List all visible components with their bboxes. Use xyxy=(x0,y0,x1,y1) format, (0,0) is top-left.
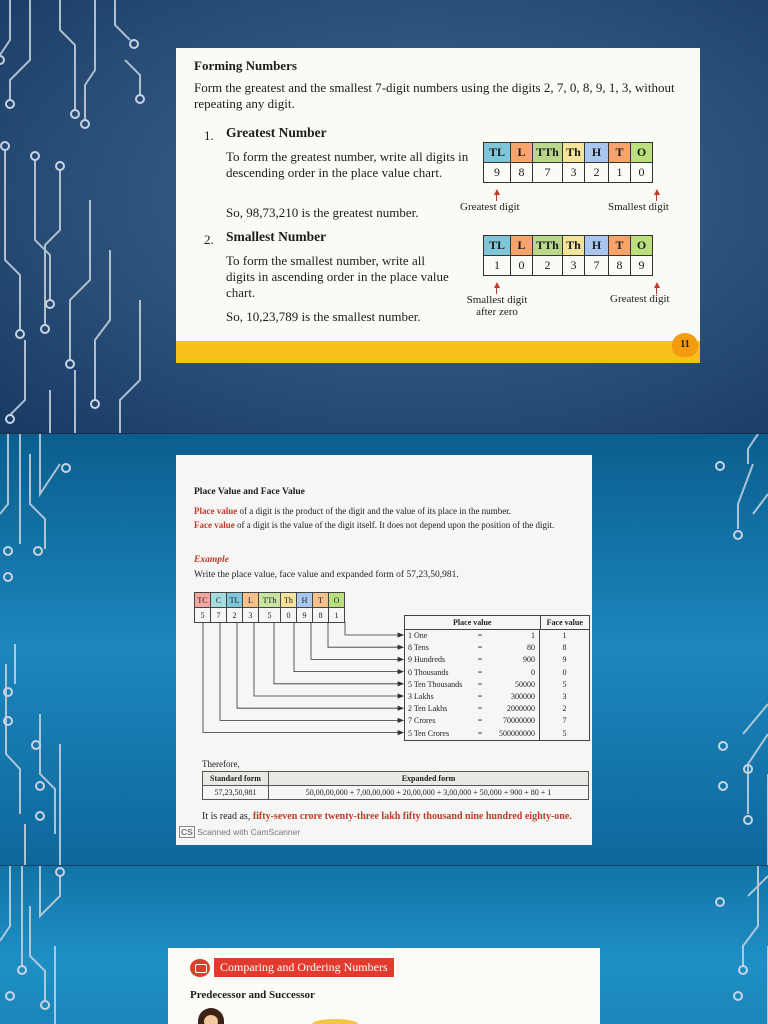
table-row xyxy=(405,630,589,642)
chart-header-cell: Th xyxy=(563,143,585,163)
chart-header-cell: O xyxy=(631,143,653,163)
chart-digit-row xyxy=(195,608,345,623)
arrow-right-icon xyxy=(398,706,403,710)
chart-digit-row xyxy=(484,256,653,276)
chart-header-cell: H xyxy=(585,143,609,163)
term-face-value: Face value xyxy=(194,520,235,530)
circuit-decoration-left xyxy=(0,866,80,1024)
girl-illustration-icon xyxy=(198,1008,224,1024)
standard-form-header: Standard form xyxy=(203,772,269,786)
intro-text: Form the greatest and the smallest 7-digit numbers using the digits 2, 7, 0, 8, 9, 1, 3, without repeating any digit. xyxy=(194,80,675,111)
place-label: 7 Crores xyxy=(408,716,436,726)
chart-digit-cell: 7 xyxy=(211,608,227,623)
table-row xyxy=(405,715,589,727)
place-value-chart-greatest xyxy=(483,142,653,183)
page-heading: Forming Numbers xyxy=(194,58,297,73)
chart-header-row xyxy=(484,236,653,256)
chart-digit-cell: 1 xyxy=(329,608,345,623)
chart-header-cell: C xyxy=(211,593,227,608)
chart-header-cell: L xyxy=(243,593,259,608)
arrow-right-icon xyxy=(398,718,403,722)
standard-form-value: 57,23,50,981 xyxy=(203,786,269,800)
place-label: 8 Tens xyxy=(408,643,429,653)
chart-digit-row xyxy=(484,163,653,183)
textbook-page-place-value xyxy=(176,455,592,845)
arrow-right-icon xyxy=(398,731,403,735)
face-value: 2 xyxy=(539,703,589,715)
connector-lines xyxy=(194,622,406,747)
face-value: 1 xyxy=(539,630,589,642)
place-label: 9 Hundreds xyxy=(408,655,446,665)
table-row xyxy=(203,786,589,800)
face-value: 3 xyxy=(539,691,589,703)
arrow-right-icon xyxy=(398,645,403,649)
arrow-right-icon xyxy=(398,694,403,698)
place-value: 1 xyxy=(531,631,535,641)
chart-digit-cell: 9 xyxy=(631,256,653,276)
expanded-form-value: 50,00,00,000 + 7,00,00,000 + 20,00,000 + 3,00,000 + 50,000 + 900 + 80 + 1 xyxy=(269,786,589,800)
arrow-right-icon xyxy=(398,682,403,686)
table-row xyxy=(405,642,589,654)
circuit-decoration-left xyxy=(0,0,160,433)
page-heading: Place Value and Face Value xyxy=(194,487,305,497)
equals-sign: = xyxy=(477,667,483,677)
equals-sign: = xyxy=(477,643,483,653)
place-value-chart-smallest xyxy=(483,235,653,276)
connector-line xyxy=(311,622,402,659)
arrow-up-icon xyxy=(494,282,500,288)
place-label: 5 Ten Thousands xyxy=(408,679,463,689)
label-smallest-after-zero: Smallest digit after zero xyxy=(466,294,528,318)
chart-header-cell: TTh xyxy=(533,143,563,163)
chart-header-cell: TL xyxy=(227,593,243,608)
chart-header-cell: Th xyxy=(563,236,585,256)
place-value-definition xyxy=(194,505,594,517)
table-row xyxy=(405,703,589,715)
chart-digit-cell: 3 xyxy=(243,608,259,623)
label-greatest-digit: Greatest digit xyxy=(460,201,520,213)
chart-header-cell: H xyxy=(297,593,313,608)
chart-header-cell: H xyxy=(585,236,609,256)
connector-line xyxy=(203,622,402,733)
arrow-right-icon xyxy=(398,633,403,637)
place-value: 50000 xyxy=(515,679,535,689)
face-value: 8 xyxy=(539,642,589,654)
chart-digit-cell: 0 xyxy=(281,608,297,623)
place-label: 5 Ten Crores xyxy=(408,728,450,738)
connector-line xyxy=(345,622,402,635)
chart-header-cell: L xyxy=(511,236,533,256)
table-row xyxy=(405,728,589,740)
example-task: Write the place value, face value and expanded form of 57,23,50,981. xyxy=(194,570,459,580)
chart-digit-cell: 3 xyxy=(563,163,585,183)
equals-sign: = xyxy=(477,692,483,702)
label-smallest-digit: Smallest digit xyxy=(608,201,669,213)
chart-digit-cell: 8 xyxy=(511,163,533,183)
chart-digit-cell: 1 xyxy=(609,163,631,183)
table-row xyxy=(405,679,589,691)
place-value: 70000000 xyxy=(503,716,535,726)
place-value: 0 xyxy=(531,667,535,677)
chart-digit-cell: 2 xyxy=(227,608,243,623)
illustration-shape xyxy=(312,1019,358,1024)
smallest-result: So, 10,23,789 is the smallest number. xyxy=(226,309,421,324)
chart-header-cell: TTh xyxy=(259,593,281,608)
textbook-page-forming-numbers xyxy=(176,48,700,363)
subheading-smallest: Smallest Number xyxy=(226,229,327,244)
chart-header-cell: O xyxy=(631,236,653,256)
chart-digit-cell: 9 xyxy=(297,608,313,623)
expanded-form-header: Expanded form xyxy=(269,772,589,786)
chart-digit-cell: 1 xyxy=(484,256,511,276)
place-label: 1 One xyxy=(408,631,428,641)
chart-digit-cell: 7 xyxy=(585,256,609,276)
label-greatest-digit: Greatest digit xyxy=(610,293,670,305)
smallest-explanation: To form the smallest number, write all digits in ascending order in the place value chart. xyxy=(226,253,449,300)
chart-digit-cell: 5 xyxy=(195,608,211,623)
chart-header-row xyxy=(484,143,653,163)
table-row xyxy=(405,654,589,666)
place-value: 80 xyxy=(527,643,535,653)
arrow-line xyxy=(496,194,497,201)
equals-sign: = xyxy=(477,704,483,714)
item-number: 2. xyxy=(204,232,214,247)
chart-header-cell: T xyxy=(609,236,631,256)
place-face-value-table xyxy=(404,615,590,741)
table-header xyxy=(405,616,589,630)
place-value-chart xyxy=(194,592,345,623)
number-name xyxy=(202,811,592,823)
example-label: Example xyxy=(194,555,229,565)
chart-header-cell: T xyxy=(609,143,631,163)
subheading-greatest: Greatest Number xyxy=(226,125,327,140)
chart-digit-cell: 2 xyxy=(533,256,563,276)
chart-header-cell: L xyxy=(511,143,533,163)
connector-line xyxy=(294,622,402,672)
item-number: 1. xyxy=(204,128,214,143)
chart-header-cell: TC xyxy=(195,593,211,608)
place-value: 300000 xyxy=(511,692,535,702)
face-value: 9 xyxy=(539,654,589,666)
connector-line xyxy=(274,622,402,684)
arrow-up-icon xyxy=(654,189,660,195)
chart-digit-cell: 7 xyxy=(533,163,563,183)
arrow-up-icon xyxy=(654,282,660,288)
arrow-line xyxy=(656,194,657,201)
arrow-line xyxy=(496,287,497,294)
table-row xyxy=(405,667,589,679)
place-value: 500000000 xyxy=(499,728,535,738)
scanner-text: Scanned with CamScanner xyxy=(197,827,301,837)
page-footer-band xyxy=(176,341,700,363)
arrow-right-icon xyxy=(398,657,403,661)
subheading: Predecessor and Successor xyxy=(190,989,315,1001)
read-words: fifty-seven crore twenty-three lakh fifty thousand nine hundred eighty-one. xyxy=(252,811,572,822)
face-value-header: Face value xyxy=(540,616,589,629)
place-label: 0 Thousands xyxy=(408,667,449,677)
equals-sign: = xyxy=(477,716,483,726)
chart-header-row xyxy=(195,593,345,608)
chart-digit-cell: 5 xyxy=(259,608,281,623)
equals-sign: = xyxy=(477,679,483,689)
slide-1 xyxy=(0,0,768,433)
place-label: 2 Ten Lakhs xyxy=(408,704,448,714)
chapter-banner: Comparing and Ordering Numbers xyxy=(214,958,394,977)
greatest-result: So, 98,73,210 is the greatest number. xyxy=(226,205,419,220)
chart-digit-cell: 2 xyxy=(585,163,609,183)
camscanner-icon: CS xyxy=(181,827,193,837)
chart-header-cell: TL xyxy=(484,236,511,256)
textbook-page-comparing-numbers xyxy=(168,948,600,1024)
slide-2 xyxy=(0,433,768,865)
definition-text: of a digit is the product of the digit and the value of its place in the number. xyxy=(237,506,511,516)
page-number: 11 xyxy=(672,333,698,357)
table-header xyxy=(203,772,589,786)
chart-digit-cell: 0 xyxy=(631,163,653,183)
chart-digit-cell: 0 xyxy=(511,256,533,276)
equals-sign: = xyxy=(477,728,483,738)
arrow-right-icon xyxy=(398,670,403,674)
place-value: 2000000 xyxy=(507,704,535,714)
place-label: 3 Lakhs xyxy=(408,692,434,702)
standard-expanded-table xyxy=(202,771,589,800)
circuit-decoration-right xyxy=(698,434,768,865)
therefore-label: Therefore, xyxy=(202,759,240,769)
definition-text: of a digit is the value of the digit itself. It does not depend upon the position of the digit. xyxy=(234,520,555,530)
equals-sign: = xyxy=(477,655,483,665)
face-value: 5 xyxy=(539,679,589,691)
book-icon xyxy=(190,959,210,977)
connector-line xyxy=(328,622,402,647)
chart-header-cell: TL xyxy=(484,143,511,163)
table-row xyxy=(405,691,589,703)
chart-header-cell: TTh xyxy=(533,236,563,256)
chart-header-cell: Th xyxy=(281,593,297,608)
chart-digit-cell: 8 xyxy=(609,256,631,276)
chart-header-cell: T xyxy=(313,593,329,608)
face-value: 5 xyxy=(539,728,589,740)
face-value: 7 xyxy=(539,715,589,727)
circuit-decoration-left xyxy=(0,434,90,865)
place-value: 900 xyxy=(523,655,535,665)
chart-digit-cell: 3 xyxy=(563,256,585,276)
scanner-watermark xyxy=(179,827,300,837)
arrow-up-icon xyxy=(494,189,500,195)
face-value-definition xyxy=(194,519,594,531)
equals-sign: = xyxy=(477,631,483,641)
chart-digit-cell: 8 xyxy=(313,608,329,623)
chart-header-cell: O xyxy=(329,593,345,608)
chart-digit-cell: 9 xyxy=(484,163,511,183)
circuit-decoration-right xyxy=(698,866,768,1024)
greatest-explanation: To form the greatest number, write all digits in descending order in the place value chart. xyxy=(226,149,469,180)
face-value: 0 xyxy=(539,667,589,679)
place-value-header: Place value xyxy=(453,618,492,627)
term-place-value: Place value xyxy=(194,506,238,516)
read-prefix: It is read as, xyxy=(202,811,253,822)
